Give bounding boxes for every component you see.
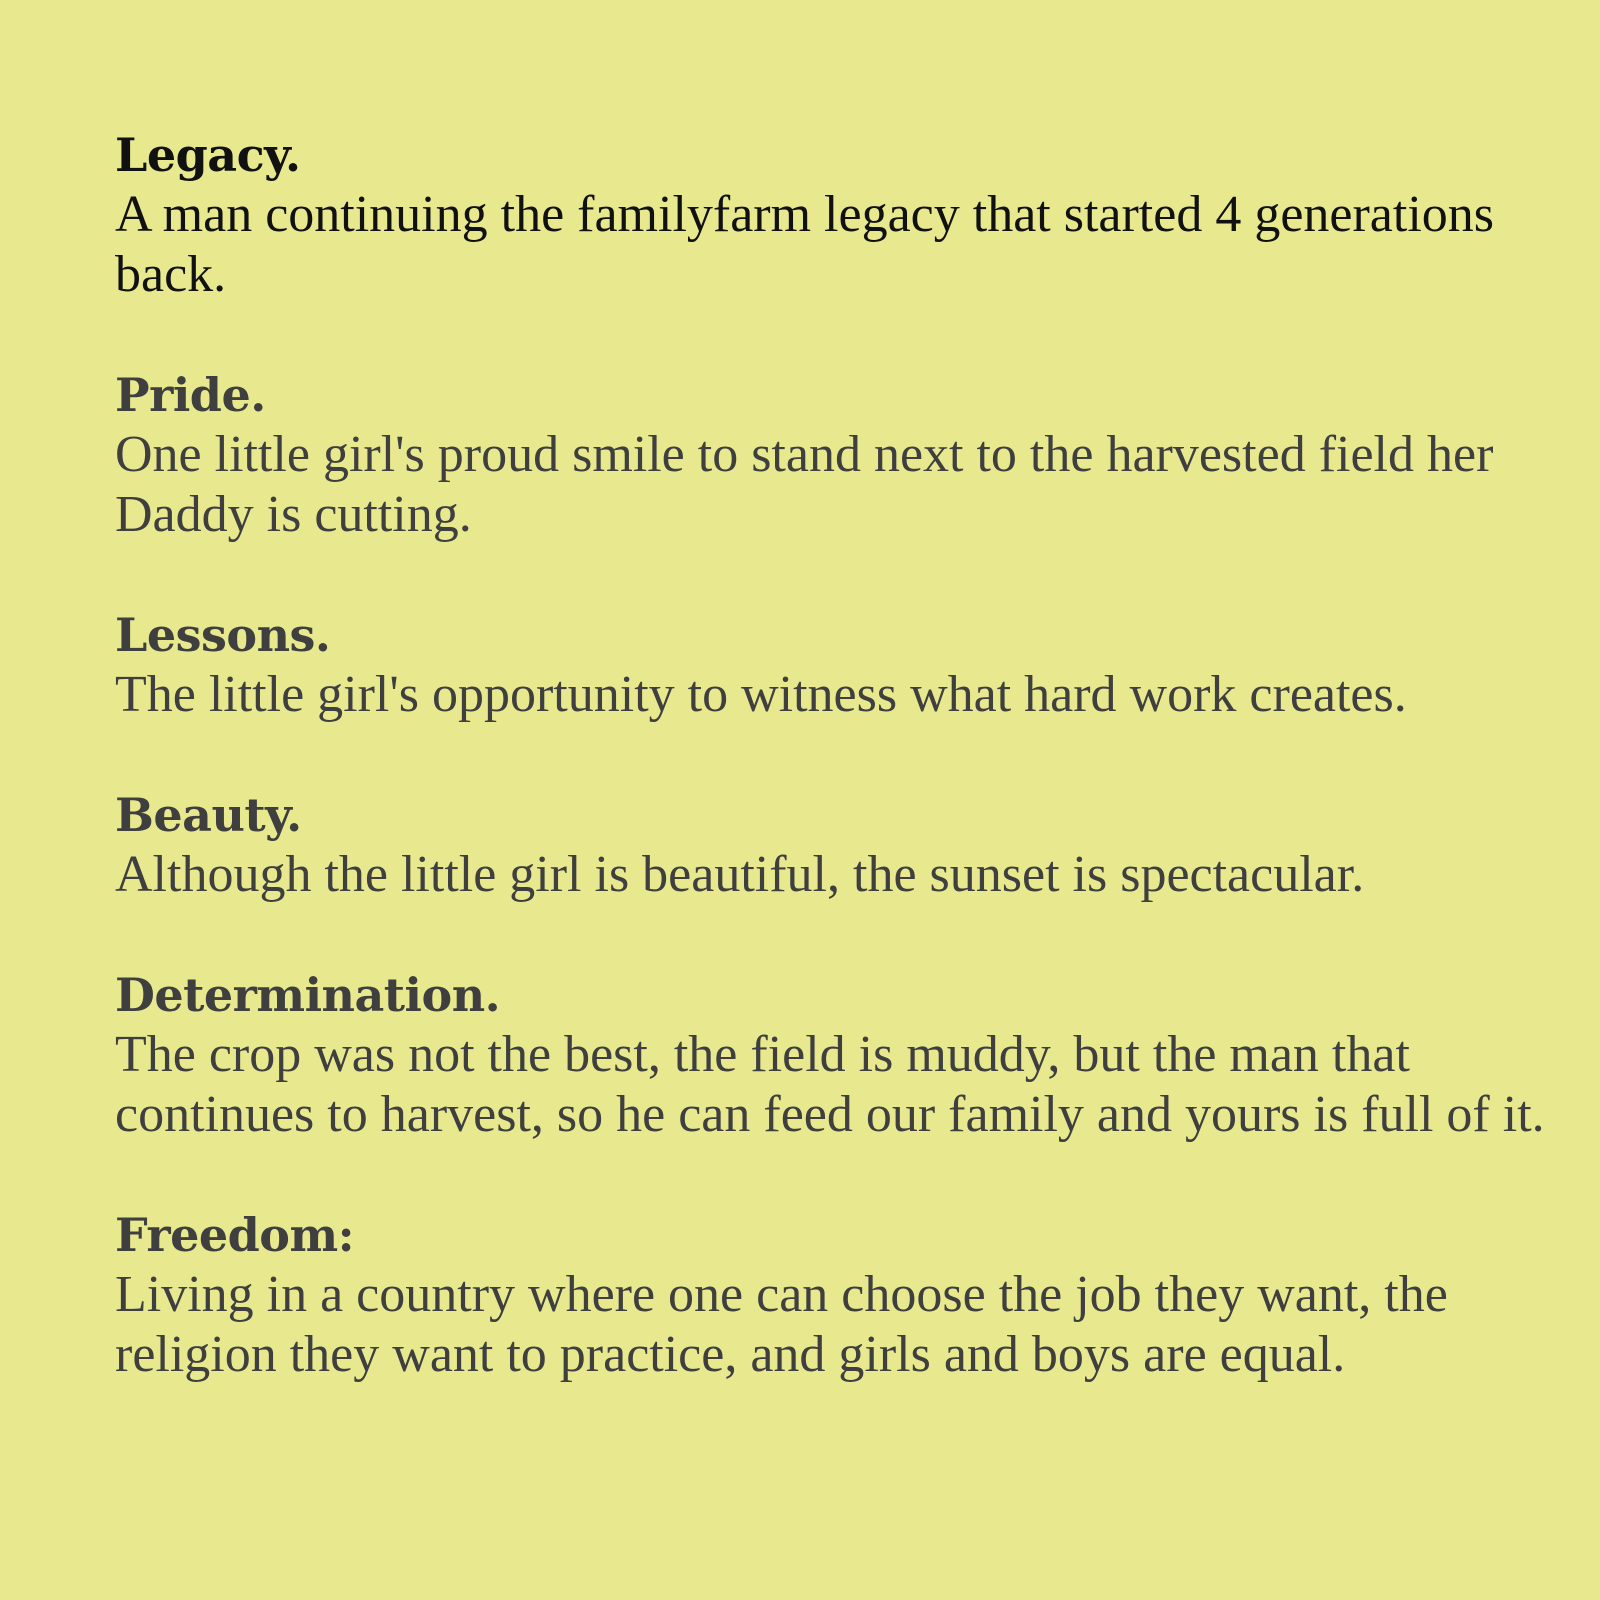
section-text: One little girl's proud smile to stand next to the harvested field her Daddy is cutting. — [115, 426, 1494, 543]
section-heading: Pride. — [115, 368, 266, 422]
text-content — [115, 125, 1565, 1445]
section-text: A man continuing the familyfarm legacy that started 4 generations back. — [115, 186, 1495, 303]
section-beauty — [115, 785, 1565, 905]
section-heading: Determination. — [115, 968, 501, 1022]
section-freedom — [115, 1205, 1565, 1385]
section-determination — [115, 965, 1565, 1145]
section-text: The little girl's opportunity to witness what hard work creates. — [115, 666, 1407, 723]
section-heading: Freedom: — [115, 1208, 355, 1262]
section-heading: Beauty. — [115, 788, 302, 842]
section-pride — [115, 365, 1565, 545]
section-text: Living in a country where one can choose the job they want, the religion they want to practice, and girls and boys are equal. — [115, 1266, 1448, 1383]
section-legacy — [115, 125, 1565, 305]
section-text: The crop was not the best, the field is muddy, but the man that continues to harvest, so he can feed our family and yours is full of it. — [115, 1026, 1545, 1143]
section-heading: Legacy. — [115, 128, 301, 182]
section-heading: Lessons. — [115, 608, 331, 662]
section-lessons — [115, 605, 1565, 725]
section-text: Although the little girl is beautiful, the sunset is spectacular. — [115, 846, 1365, 903]
